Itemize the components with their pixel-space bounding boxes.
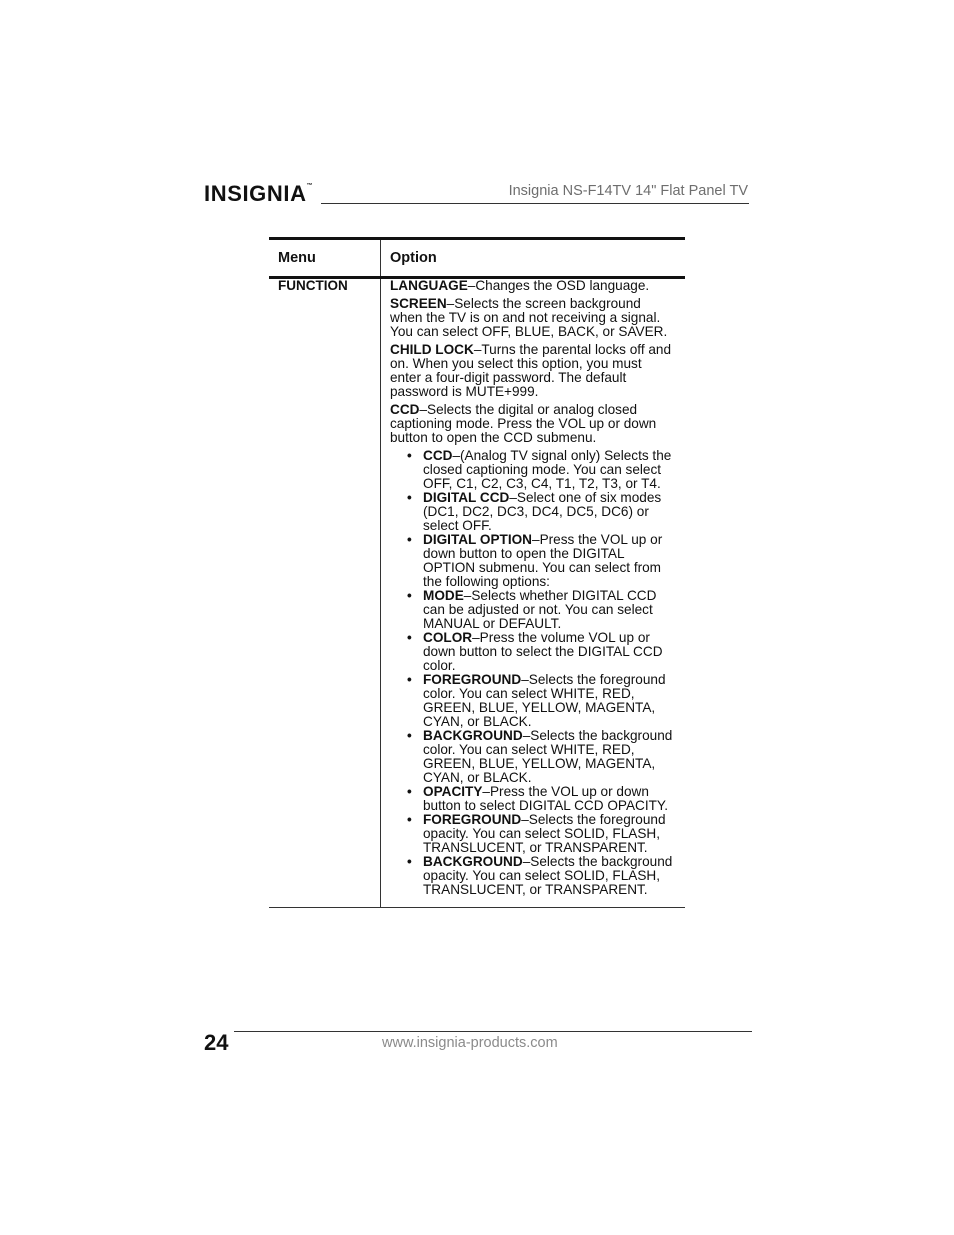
option-term: SCREEN xyxy=(390,296,447,311)
table-header-row xyxy=(269,239,685,278)
option-description: –(Analog TV signal only) Selects the closed captioning mode. You can select OFF, C1, C2, C3, C4, T1, T2, T3, or T4. xyxy=(423,448,672,491)
list-item xyxy=(390,589,676,631)
option-description: –Selects the foreground color. You can select WHITE, RED, GREEN, BLUE, YELLOW, MAGENTA, CYAN, or BLACK. xyxy=(423,672,666,729)
column-header-option: Option xyxy=(381,239,686,278)
list-item xyxy=(390,673,676,729)
option-term: BACKGROUND xyxy=(423,854,523,869)
option-term: BACKGROUND xyxy=(423,728,523,743)
option-paragraphs xyxy=(390,279,676,445)
list-item xyxy=(390,855,676,897)
list-item xyxy=(390,813,676,855)
option-description: –Turns the parental locks off and on. When you select this option, you must enter a four-digit password. The default password is MUTE+999. xyxy=(390,342,672,399)
option-paragraph xyxy=(390,279,676,293)
list-item xyxy=(390,785,676,813)
brand-logo xyxy=(204,181,313,207)
table-row xyxy=(269,278,685,908)
option-description: –Press the VOL up or down button to open the DIGITAL OPTION submenu. You can select from the following options: xyxy=(423,532,663,589)
list-item xyxy=(390,631,676,673)
option-description: –Press the VOL up or down button to select DIGITAL CCD OPACITY. xyxy=(423,784,669,813)
option-paragraph xyxy=(390,297,676,339)
option-description: –Selects the background opacity. You can select SOLID, FLASH, TRANSLUCENT, or TRANSPARENT. xyxy=(423,854,673,897)
option-description: –Selects the digital or analog closed captioning mode. Press the VOL up or down button to open the CCD submenu. xyxy=(390,402,657,445)
option-term: FOREGROUND xyxy=(423,672,522,687)
page-number: 24 xyxy=(204,1030,229,1055)
column-header-menu: Menu xyxy=(269,239,381,278)
option-description: –Press the volume VOL up or down button to select the DIGITAL CCD color. xyxy=(423,630,663,673)
option-description: –Selects the foreground opacity. You can select SOLID, FLASH, TRANSLUCENT, or TRANSPARENT. xyxy=(423,812,666,855)
option-cell xyxy=(381,278,686,908)
list-item xyxy=(390,729,676,785)
ccd-submenu-list xyxy=(390,449,676,897)
option-description: –Selects the screen background when the TV is on and not receiving a signal. You can select OFF, BLUE, BACK, or SAVER. xyxy=(390,296,668,339)
option-description: –Selects whether DIGITAL CCD can be adjusted or not. You can select MANUAL or DEFAULT. xyxy=(423,588,657,631)
option-description: –Selects the background color. You can select WHITE, RED, GREEN, BLUE, YELLOW, MAGENTA, CYAN, or BLACK. xyxy=(423,728,673,785)
footer-divider xyxy=(234,1031,752,1032)
option-term: OPACITY xyxy=(423,784,483,799)
brand-name: INSIGNIA xyxy=(204,181,307,206)
menu-option-table xyxy=(269,237,685,908)
option-paragraph xyxy=(390,403,676,445)
option-term: COLOR xyxy=(423,630,473,645)
option-description: –Changes the OSD language. xyxy=(467,278,650,293)
option-description: –Select one of six modes (DC1, DC2, DC3, DC4, DC5, DC6) or select OFF. xyxy=(423,490,662,533)
option-term: MODE xyxy=(423,588,464,603)
option-term: LANGUAGE xyxy=(390,278,468,293)
option-term: CCD xyxy=(423,448,453,463)
option-term: DIGITAL CCD xyxy=(423,490,510,505)
option-term: CCD xyxy=(390,402,420,417)
trademark-mark: ™ xyxy=(306,183,314,189)
list-item xyxy=(390,533,676,589)
menu-cell-function: FUNCTION xyxy=(269,278,381,908)
list-item xyxy=(390,449,676,491)
option-term: DIGITAL OPTION xyxy=(423,532,533,547)
list-item xyxy=(390,491,676,533)
footer-url: www.insignia-products.com xyxy=(382,1035,558,1051)
option-term: CHILD LOCK xyxy=(390,342,474,357)
page-header-title: Insignia NS-F14TV 14" Flat Panel TV xyxy=(508,183,748,199)
option-term: FOREGROUND xyxy=(423,812,522,827)
option-paragraph xyxy=(390,343,676,399)
header-divider xyxy=(321,203,749,204)
